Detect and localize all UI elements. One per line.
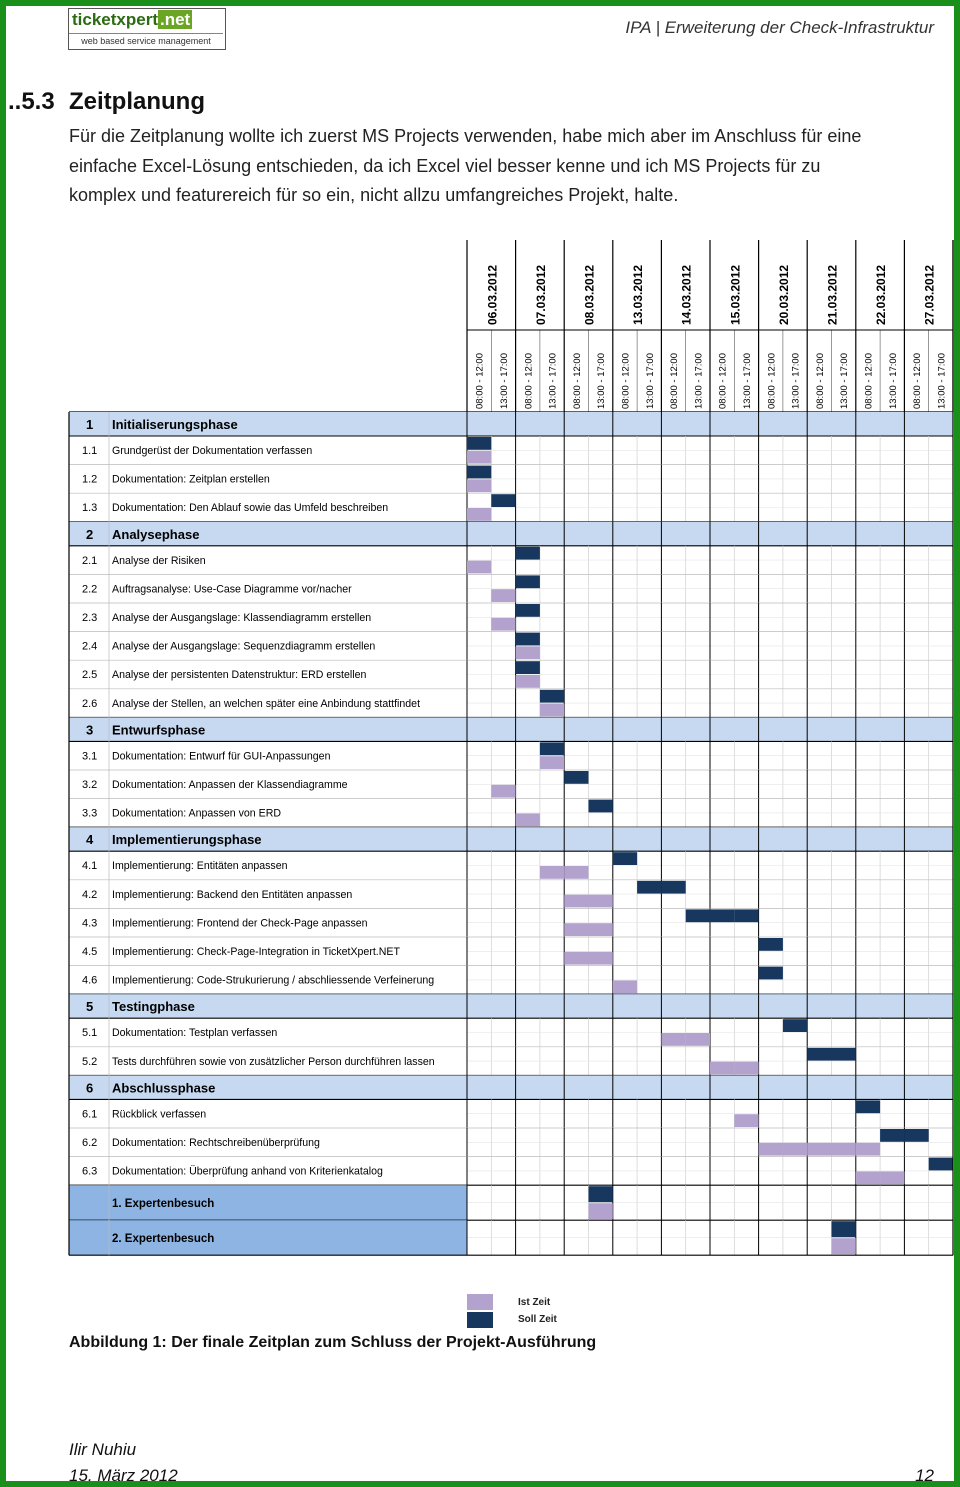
task-number: 5.1 xyxy=(82,1027,98,1040)
ist-bar xyxy=(832,1238,856,1254)
soll-bar xyxy=(904,1129,928,1142)
soll-bar xyxy=(589,1186,613,1202)
task-number: 6.1 xyxy=(82,1108,98,1121)
task-number: 6.2 xyxy=(82,1137,98,1149)
soll-bar xyxy=(880,1129,904,1142)
task-number: 2.2 xyxy=(82,583,98,596)
legend-soll-swatch xyxy=(467,1312,493,1328)
ist-bar xyxy=(540,866,564,879)
task-label: Implementierung: Code-Strukurierung / abschliessende Verfeinerung xyxy=(112,974,435,987)
ist-bar xyxy=(467,451,491,464)
soll-bar xyxy=(467,437,491,450)
soll-bar xyxy=(516,633,540,646)
task-label: Dokumentation: Rechtschreibenüberprüfung xyxy=(112,1137,320,1149)
soll-bar xyxy=(613,852,637,865)
phase-row xyxy=(69,994,953,1018)
phase-number: 2 xyxy=(86,526,94,542)
date-label: 14.03.2012 xyxy=(679,264,694,325)
task-number: 5.2 xyxy=(82,1055,98,1068)
task-label: Implementierung: Frontend der Check-Page anpassen xyxy=(112,917,368,930)
ist-bar xyxy=(589,895,613,908)
ist-bar xyxy=(516,646,540,659)
time-slot-label: 13:00 - 17:00 xyxy=(887,353,899,409)
ist-bar xyxy=(564,866,588,879)
document-header-title: IPA | Erweiterung der Check-Infrastruktur xyxy=(625,18,934,37)
ist-bar xyxy=(467,508,491,521)
task-number: 2.1 xyxy=(82,554,98,567)
ist-bar xyxy=(540,756,564,769)
ist-bar xyxy=(613,980,637,993)
soll-bar xyxy=(759,938,783,951)
phase-label: Implementierungsphase xyxy=(112,832,262,848)
task-label: Implementierung: Backend den Entitäten anpassen xyxy=(112,888,353,901)
ist-bar xyxy=(734,1114,758,1127)
task-label: Dokumentation: Den Ablauf sowie das Umfeld beschreiben xyxy=(112,502,389,515)
ist-bar xyxy=(807,1143,831,1156)
ist-bar xyxy=(661,1033,685,1046)
time-slot-label: 08:00 - 12:00 xyxy=(620,353,632,409)
ist-bar xyxy=(710,1062,734,1075)
time-slot-label: 13:00 - 17:00 xyxy=(693,353,705,409)
ist-bar xyxy=(880,1171,904,1184)
time-slot-label: 08:00 - 12:00 xyxy=(717,353,729,409)
time-slot-label: 13:00 - 17:00 xyxy=(936,353,948,409)
legend-soll-label: Soll Zeit xyxy=(518,1314,557,1325)
ist-bar xyxy=(856,1143,880,1156)
intro-line: komplex und featurereich für so ein, nicht allzu umfangreiches Projekt, halte. xyxy=(69,185,679,205)
phase-number: 5 xyxy=(86,999,94,1015)
ist-bar xyxy=(832,1143,856,1156)
task-label: Analyse der Ausgangslage: Klassendiagramm erstellen xyxy=(112,612,372,624)
soll-bar xyxy=(661,881,685,894)
soll-bar xyxy=(832,1048,856,1061)
ist-bar xyxy=(540,704,564,717)
phase-number: 3 xyxy=(86,722,94,738)
phase-number: 4 xyxy=(86,832,94,848)
task-number: 2.6 xyxy=(82,697,98,710)
soll-bar xyxy=(516,575,540,588)
task-number: 1.2 xyxy=(82,473,98,486)
date-label: 13.03.2012 xyxy=(631,264,646,325)
task-number: 2.4 xyxy=(82,640,98,653)
date-label: 07.03.2012 xyxy=(533,264,548,325)
task-label: Dokumentation: Anpassen von ERD xyxy=(112,807,282,820)
task-label: Analyse der Risiken xyxy=(112,554,206,567)
time-slot-label: 08:00 - 12:00 xyxy=(571,353,583,409)
time-slot-label: 08:00 - 12:00 xyxy=(523,353,535,409)
task-label: Grundgerüst der Dokumentation verfassen xyxy=(112,445,313,457)
time-slot-label: 13:00 - 17:00 xyxy=(547,353,559,409)
task-label: Auftragsanalyse: Use-Case Diagramme vor/nacher xyxy=(112,583,352,596)
milestone-label: 2. Expertenbesuch xyxy=(112,1233,215,1246)
footer-date: 15. März 2012 xyxy=(69,1466,178,1481)
phase-label: Entwurfsphase xyxy=(112,722,206,738)
time-slot-label: 08:00 - 12:00 xyxy=(669,353,681,409)
soll-bar xyxy=(734,909,758,922)
task-number: 4.3 xyxy=(82,917,98,930)
phase-label: Testingphase xyxy=(112,999,195,1015)
task-number: 4.2 xyxy=(82,888,98,901)
time-slot-label: 13:00 - 17:00 xyxy=(498,353,510,409)
date-label: 22.03.2012 xyxy=(874,264,889,325)
task-number: 2.5 xyxy=(82,669,98,682)
legend-ist-swatch xyxy=(467,1294,493,1310)
task-number: 1.1 xyxy=(82,445,98,457)
task-label: Rückblick verfassen xyxy=(112,1108,207,1121)
ist-bar xyxy=(734,1062,758,1075)
intro-line: Für die Zeitplanung wollte ich zuerst MS Projects verwenden, habe mich aber im Anschluss für eine xyxy=(69,126,862,146)
soll-bar xyxy=(589,800,613,813)
section-number: ..5.3 xyxy=(8,88,55,115)
soll-bar xyxy=(783,1019,807,1032)
ist-bar xyxy=(589,952,613,965)
task-number: 3.2 xyxy=(82,779,98,791)
footer-author: Ilir Nuhiu xyxy=(69,1440,137,1459)
date-label: 06.03.2012 xyxy=(485,264,500,325)
ist-bar xyxy=(564,895,588,908)
ist-bar xyxy=(589,1203,613,1219)
task-label: Analyse der persistenten Datenstruktur: ERD erstellen xyxy=(112,669,367,682)
task-number: 2.3 xyxy=(82,612,98,624)
ist-bar xyxy=(686,1033,710,1046)
time-slot-label: 13:00 - 17:00 xyxy=(596,353,608,409)
task-label: Implementierung: Check-Page-Integration in TicketXpert.NET xyxy=(112,946,400,958)
ist-bar xyxy=(491,618,515,631)
task-number: 4.1 xyxy=(82,860,98,873)
ist-bar xyxy=(516,813,540,826)
phase-number: 6 xyxy=(86,1080,94,1096)
soll-bar xyxy=(686,909,710,922)
date-label: 21.03.2012 xyxy=(825,264,840,325)
soll-bar xyxy=(856,1100,880,1113)
task-label: Implementierung: Entitäten anpassen xyxy=(112,860,288,873)
task-label: Dokumentation: Testplan verfassen xyxy=(112,1027,278,1040)
intro-line: einfache Excel-Lösung entschieden, da ich Excel viel besser kenne und ich MS Projects für zu xyxy=(69,155,821,176)
soll-bar xyxy=(564,771,588,784)
time-slot-label: 08:00 - 12:00 xyxy=(912,353,924,409)
time-slot-label: 13:00 - 17:00 xyxy=(741,353,753,409)
task-label: Dokumentation: Zeitplan erstellen xyxy=(112,473,270,486)
ist-bar xyxy=(759,1143,783,1156)
soll-bar xyxy=(516,547,540,560)
soll-bar xyxy=(807,1048,831,1061)
soll-bar xyxy=(759,967,783,980)
phase-label: Initialiserungsphase xyxy=(112,417,238,432)
task-number: 1.3 xyxy=(82,502,98,515)
soll-bar xyxy=(491,494,515,507)
date-label: 20.03.2012 xyxy=(776,264,791,325)
ist-bar xyxy=(589,923,613,936)
time-slot-label: 13:00 - 17:00 xyxy=(790,353,802,409)
date-label: 27.03.2012 xyxy=(922,264,937,325)
task-number: 3.3 xyxy=(82,807,98,820)
ist-bar xyxy=(491,785,515,798)
soll-bar xyxy=(540,690,564,703)
task-label: Dokumentation: Entwurf für GUI-Anpassungen xyxy=(112,750,331,763)
task-label: Dokumentation: Anpassen der Klassendiagramme xyxy=(112,779,348,791)
phase-row xyxy=(69,522,953,546)
milestone-label: 1. Expertenbesuch xyxy=(112,1198,215,1211)
soll-bar xyxy=(516,661,540,674)
ist-bar xyxy=(491,589,515,602)
phase-number: 1 xyxy=(86,417,94,432)
legend-ist-label: Ist Zeit xyxy=(518,1297,551,1308)
logo-wordmark: ticketxpert .net xyxy=(72,10,191,29)
soll-bar xyxy=(710,909,734,922)
time-slot-label: 08:00 - 12:00 xyxy=(863,353,875,409)
soll-bar xyxy=(467,466,491,479)
soll-bar xyxy=(637,881,661,894)
figure-caption: Abbildung 1: Der finale Zeitplan zum Schluss der Projekt-Ausführung xyxy=(69,1334,597,1351)
task-label: Dokumentation: Überprüfung anhand von Kriterienkatalog xyxy=(112,1165,383,1178)
soll-bar xyxy=(516,604,540,617)
ist-bar xyxy=(564,923,588,936)
task-label: Tests durchführen sowie von zusätzlicher Person durchführen lassen xyxy=(112,1055,435,1068)
task-number: 6.3 xyxy=(82,1165,98,1178)
task-label: Analyse der Stellen, an welchen später eine Anbindung stattfindet xyxy=(112,697,421,710)
phase-label: Analysephase xyxy=(112,526,200,542)
footer-page-number: 12 xyxy=(915,1466,934,1481)
task-number: 3.1 xyxy=(82,750,98,763)
ist-bar xyxy=(856,1171,880,1184)
phase-label: Abschlussphase xyxy=(112,1080,216,1096)
task-label: Analyse der Ausgangslage: Sequenzdiagramm erstellen xyxy=(112,640,376,653)
time-slot-label: 08:00 - 12:00 xyxy=(766,353,778,409)
soll-bar xyxy=(929,1158,953,1171)
ist-bar xyxy=(564,952,588,965)
section-title: Zeitplanung xyxy=(69,88,205,115)
date-label: 15.03.2012 xyxy=(728,264,743,325)
task-number: 4.6 xyxy=(82,974,98,987)
ist-bar xyxy=(467,479,491,492)
time-slot-label: 08:00 - 12:00 xyxy=(474,352,486,409)
soll-bar xyxy=(832,1221,856,1237)
soll-bar xyxy=(540,742,564,755)
logo-tagline: web based service management xyxy=(69,33,223,48)
ist-bar xyxy=(516,675,540,688)
time-slot-label: 13:00 - 17:00 xyxy=(839,353,851,409)
date-label: 08.03.2012 xyxy=(582,264,597,325)
time-slot-label: 08:00 - 12:00 xyxy=(814,353,826,409)
ist-bar xyxy=(467,561,491,574)
ist-bar xyxy=(783,1143,807,1156)
task-number: 4.5 xyxy=(82,946,98,958)
time-slot-label: 13:00 - 17:00 xyxy=(644,353,656,409)
